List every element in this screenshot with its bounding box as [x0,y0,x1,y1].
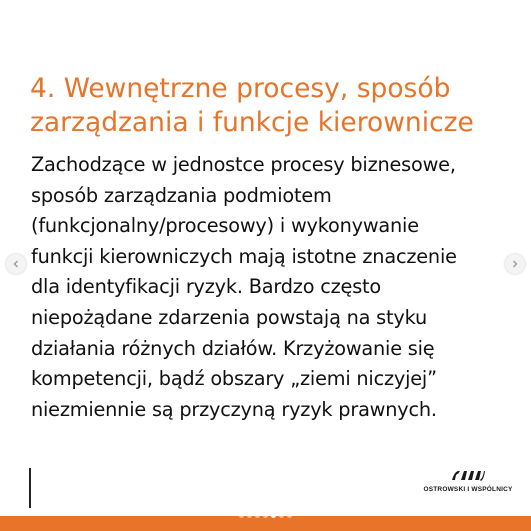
heading-line: 4. Wewnętrzne procesy, sposób [30,73,451,104]
carousel-indicator [0,513,531,521]
next-slide-button[interactable] [505,254,525,274]
body-line: działania różnych działów. Krzyżowanie się [31,336,435,360]
body-line: niezmiennie są przyczyną ryzyk prawnych. [31,397,437,421]
slide-body-text [31,150,511,425]
slide-heading [30,72,525,140]
decorative-divider [29,468,31,508]
body-line: (funkcjonalny/procesowy) i wykonywanie [31,214,419,238]
carousel-dot[interactable] [287,513,292,518]
logo-text: OSTROWSKI I WSPÓLNICY [423,486,513,493]
company-logo [418,468,518,493]
heading-line: zarządzania i funkcje kierownicze [30,107,474,138]
carousel-dot[interactable] [239,513,244,518]
carousel-dot[interactable] [271,513,276,518]
body-line: niepożądane zdarzenia powstają na styku [31,305,427,329]
previous-slide-button[interactable] [6,254,26,274]
body-line: dla identyfikacji ryzyk. Bardzo często [31,275,382,299]
chevron-right-icon [510,259,520,269]
logo-mark-icon [450,468,486,482]
body-line: funkcji kierowniczych mają istotne znaczenie [31,244,457,268]
body-line: sposób zarządzania podmiotem [31,183,332,207]
carousel-dot[interactable] [279,513,284,518]
carousel-dot[interactable] [255,513,260,518]
body-line: Zachodzące w jednostce procesy biznesowe, [31,153,456,176]
chevron-left-icon [11,259,21,269]
carousel-dot[interactable] [263,513,268,518]
body-line: kompetencji, bądź obszary „ziemi niczyjej” [31,367,437,391]
carousel-dot[interactable] [247,513,252,518]
